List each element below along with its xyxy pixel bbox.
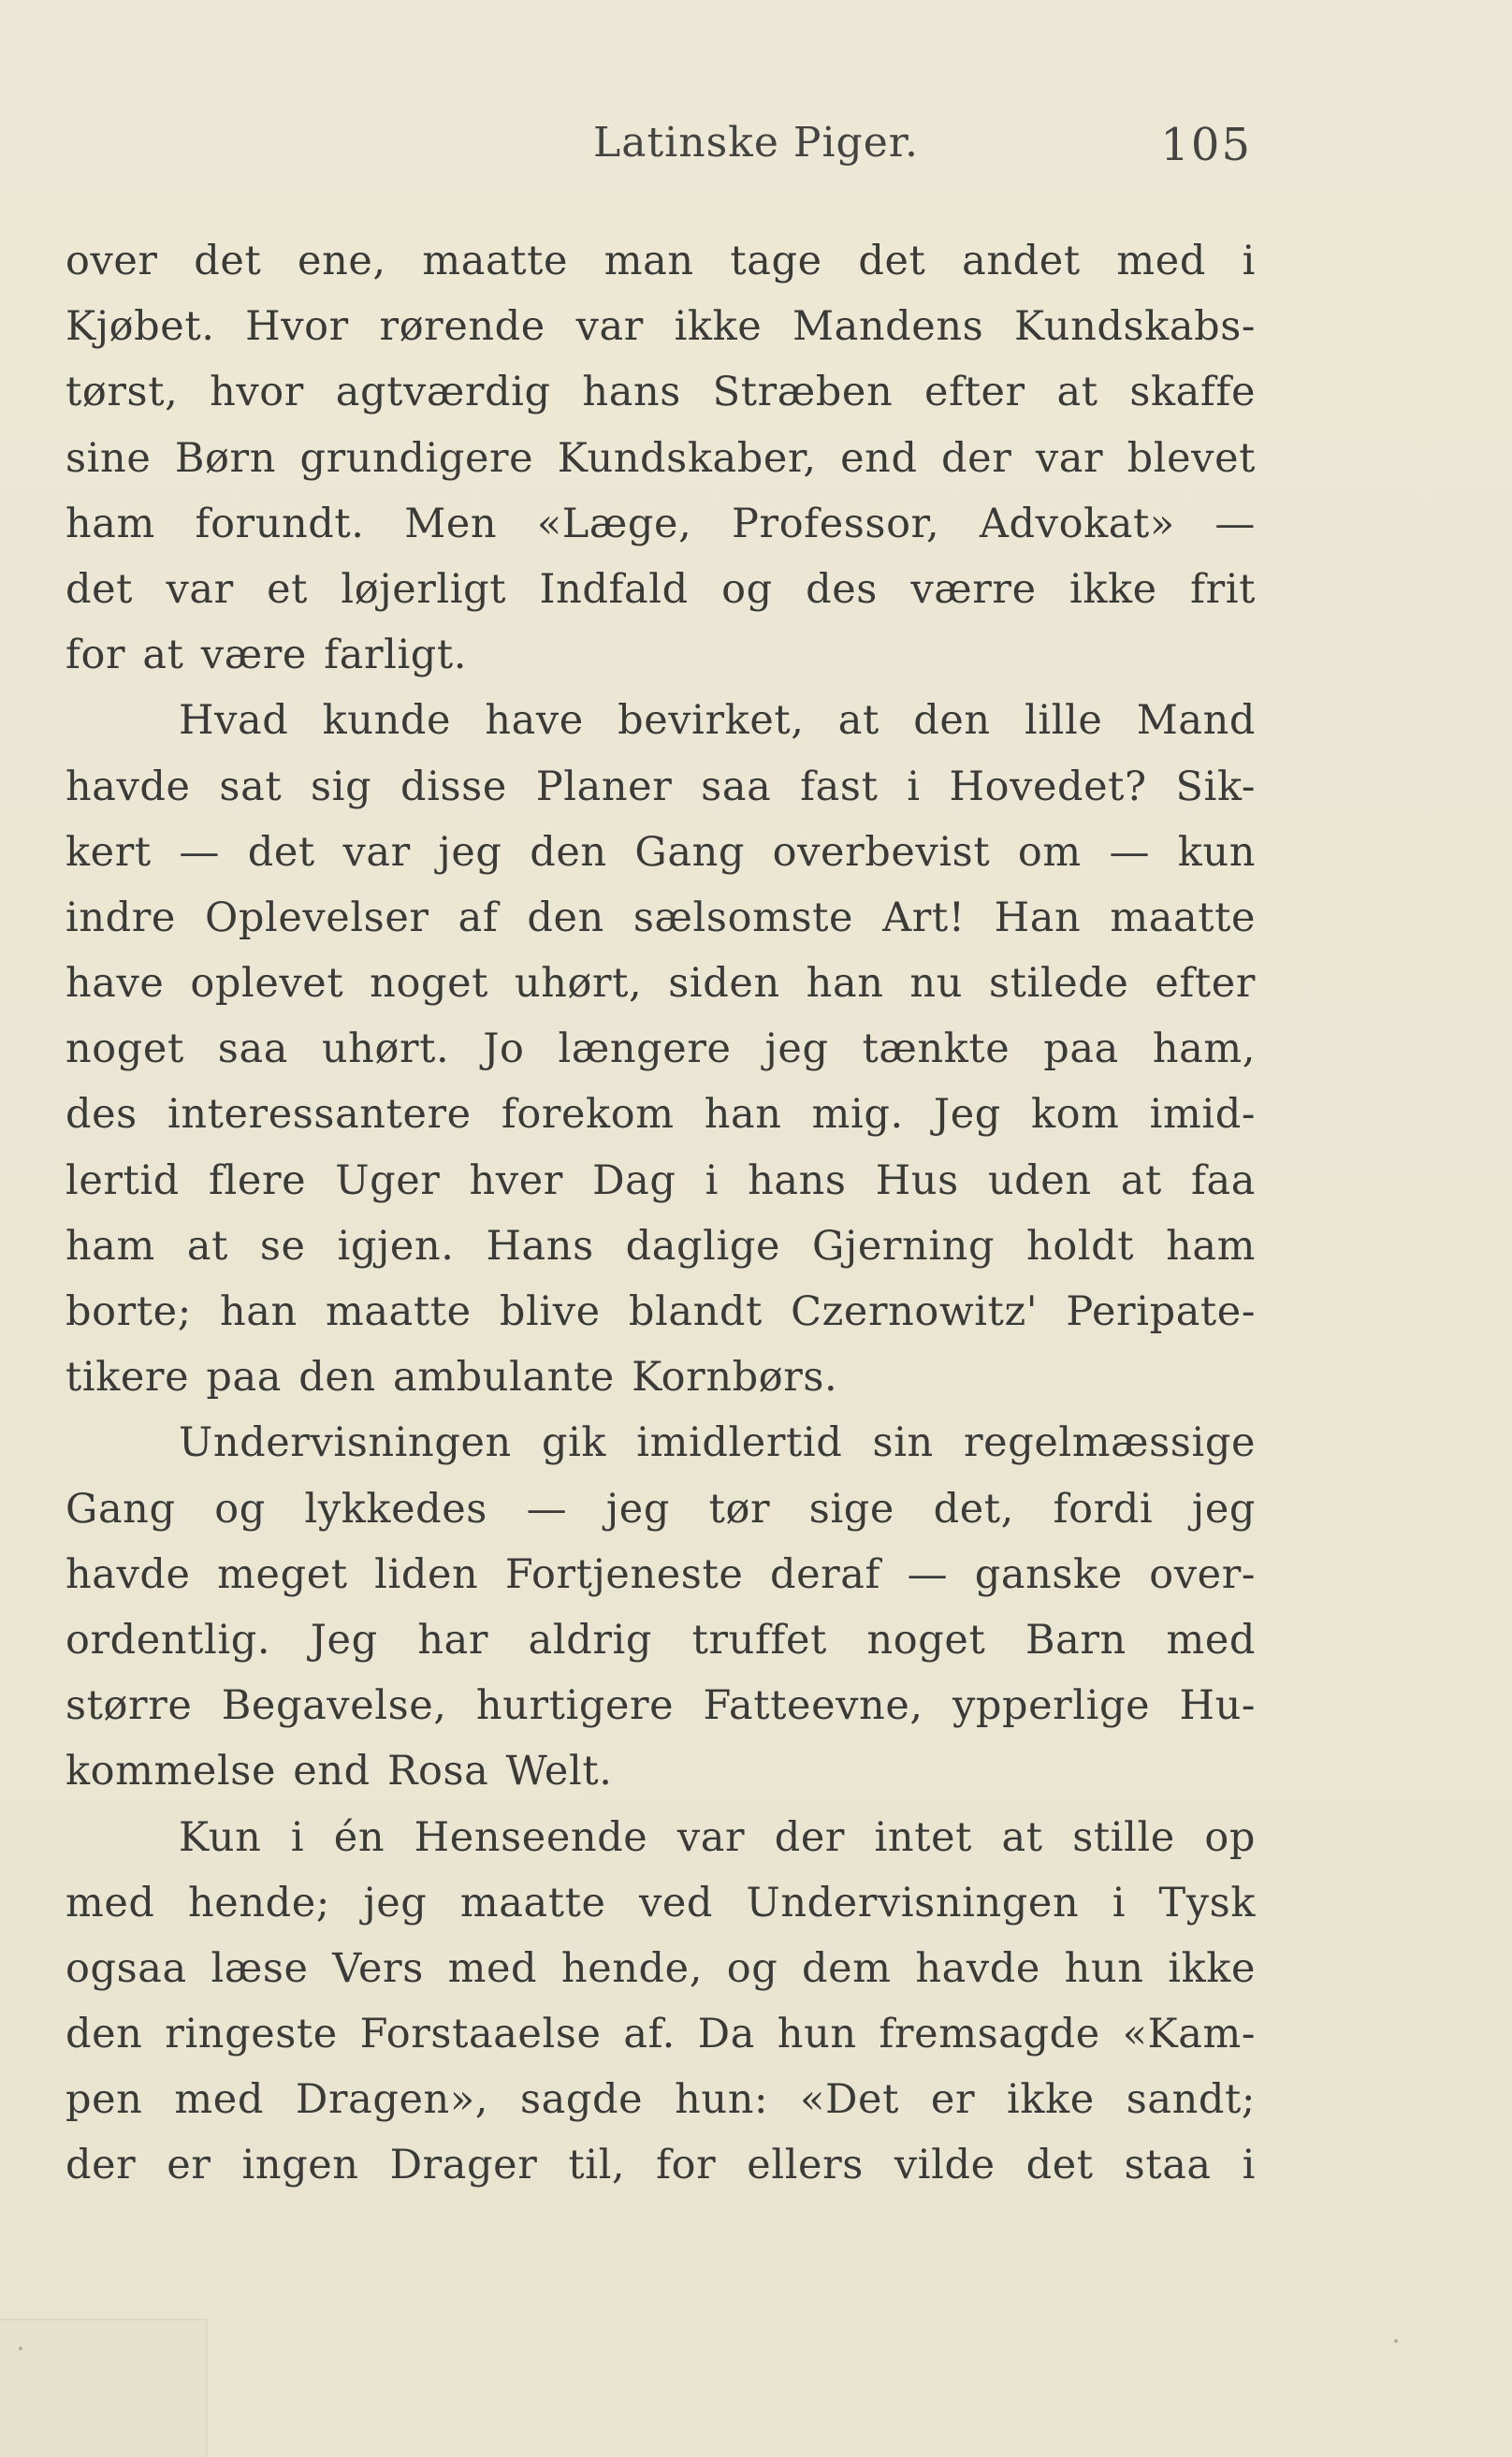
page-number: 105 <box>1160 119 1252 171</box>
text-line: med hende; jeg maatte ved Undervisningen i Tysk <box>65 1879 1256 1926</box>
paper-speck <box>19 2347 22 2350</box>
text-line: des interessantere forekom han mig. Jeg kom imid- <box>65 1091 1256 1139</box>
text-line: Undervisningen gik imidlertid sin regelmæssige <box>179 1419 1256 1467</box>
text-line: havde meget liden Fortjeneste deraf — ganske over- <box>65 1550 1256 1598</box>
text-line: kert — det var jeg den Gang overbevist om — kun <box>65 828 1256 876</box>
text-line: større Begavelse, hurtigere Fatteevne, ypperlige Hu- <box>65 1682 1256 1730</box>
text-line: der er ingen Drager til, for ellers vilde det staa i <box>65 2142 1256 2189</box>
text-line: ordentlig. Jeg har aldrig truffet noget Barn med <box>65 1616 1256 1664</box>
paper-speck <box>1394 2339 1398 2343</box>
text-line: ham forundt. Men «Læge, Professor, Advokat» — <box>65 500 1256 547</box>
text-line: ogsaa læse Vers med hende, og dem havde hun ikke <box>65 1944 1256 1992</box>
text-line: noget saa uhørt. Jo længere jeg tænkte paa ham, <box>65 1025 1256 1073</box>
text-line: tørst, hvor agtværdig hans Stræben efter at skaffe <box>65 369 1256 416</box>
running-title: Latinske Piger. <box>593 119 919 167</box>
text-line: lertid flere Uger hver Dag i hans Hus uden at faa <box>65 1156 1256 1204</box>
text-line: Gang og lykkedes — jeg tør sige det, fordi jeg <box>65 1485 1256 1533</box>
text-line: indre Oplevelser af den sælsomste Art! Han maatte <box>65 894 1256 941</box>
text-line: have oplevet noget uhørt, siden han nu stilede efter <box>65 960 1256 1008</box>
text-line: havde sat sig disse Planer saa fast i Hovedet? Sik- <box>65 763 1256 810</box>
text-line: tikere paa den ambulante Kornbørs. <box>65 1354 838 1402</box>
text-line: den ringeste Forstaaelse af. Da hun fremsagde «Kam- <box>65 2011 1256 2058</box>
text-line: borte; han maatte blive blandt Czernowitz' Peripate- <box>65 1288 1256 1335</box>
text-line: over det ene, maatte man tage det andet med i <box>65 238 1256 284</box>
text-line: det var et løjerligt Indfald og des værre ikke frit <box>65 565 1256 613</box>
text-line: Kun i én Henseende var der intet at stille op <box>179 1813 1256 1861</box>
scan-artifact <box>0 2319 208 2457</box>
text-line: sine Børn grundigere Kundskaber, end der var blevet <box>65 434 1256 482</box>
body-text <box>65 228 1256 2199</box>
text-line: Kjøbet. Hvor rørende var ikke Mandens Kundskabs- <box>65 303 1256 351</box>
text-line: pen med Dragen», sagde hun: «Det er ikke sandt; <box>65 2076 1256 2124</box>
text-line: for at være farligt. <box>65 632 468 679</box>
text-line: ham at se igjen. Hans daglige Gjerning holdt ham <box>65 1222 1256 1270</box>
text-line: Hvad kunde have bevirket, at den lille Mand <box>179 697 1256 745</box>
text-line: kommelse end Rosa Welt. <box>65 1748 613 1796</box>
